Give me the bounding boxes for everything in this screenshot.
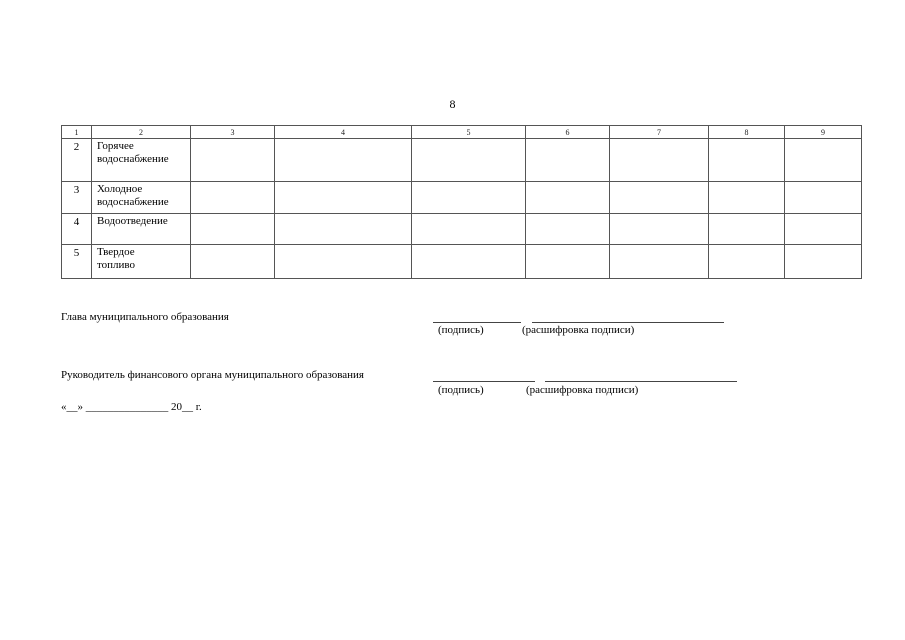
row-name-cell bbox=[92, 139, 191, 182]
head-signature-line bbox=[433, 322, 521, 323]
table-cell bbox=[709, 214, 785, 245]
column-header: 7 bbox=[610, 126, 709, 139]
column-header: 9 bbox=[785, 126, 862, 139]
table-cell bbox=[709, 245, 785, 279]
table-row bbox=[62, 245, 862, 279]
table-row bbox=[62, 214, 862, 245]
row-name-line: Горячее bbox=[97, 140, 134, 152]
row-name-cell bbox=[92, 245, 191, 279]
table-cell bbox=[610, 182, 709, 214]
table-cell bbox=[275, 182, 412, 214]
table-cell bbox=[526, 139, 610, 182]
table-cell bbox=[191, 245, 275, 279]
column-header: 8 bbox=[709, 126, 785, 139]
row-name-line: топливо bbox=[97, 259, 136, 271]
row-name-line: Холодное bbox=[97, 183, 143, 195]
table-cell bbox=[275, 139, 412, 182]
row-name-line: Твердое bbox=[97, 246, 135, 258]
finance-title: Руководитель финансового органа муниципального образования bbox=[61, 369, 364, 381]
finance-decode-line bbox=[545, 381, 737, 382]
row-name-line: водоснабжение bbox=[97, 153, 169, 165]
table-cell bbox=[412, 214, 526, 245]
table-cell bbox=[610, 214, 709, 245]
table-cell bbox=[526, 182, 610, 214]
table-cell bbox=[191, 214, 275, 245]
finance-sign-caption: (подпись) bbox=[438, 384, 484, 396]
date-line: «__» _______________ 20__ г. bbox=[61, 401, 202, 413]
row-number: 5 bbox=[62, 245, 92, 279]
table-cell bbox=[526, 245, 610, 279]
table-header-row bbox=[62, 126, 862, 139]
table-cell bbox=[785, 245, 862, 279]
table-cell bbox=[785, 214, 862, 245]
page-number: 8 bbox=[449, 97, 456, 111]
table-row bbox=[62, 139, 862, 182]
head-decode-line bbox=[532, 322, 724, 323]
row-number: 2 bbox=[62, 139, 92, 182]
row-name-cell bbox=[92, 214, 191, 245]
table-cell bbox=[709, 182, 785, 214]
column-header: 2 bbox=[92, 126, 191, 139]
table-cell bbox=[412, 245, 526, 279]
table-cell bbox=[412, 139, 526, 182]
table-cell bbox=[191, 139, 275, 182]
row-name-line: Водоотведение bbox=[97, 215, 168, 227]
table-cell bbox=[610, 139, 709, 182]
table-cell bbox=[275, 214, 412, 245]
head-decode-caption: (расшифровка подписи) bbox=[522, 324, 635, 336]
table-cell bbox=[412, 182, 526, 214]
column-header: 5 bbox=[412, 126, 526, 139]
column-header: 4 bbox=[275, 126, 412, 139]
table-cell bbox=[709, 139, 785, 182]
table-cell bbox=[191, 182, 275, 214]
table-cell bbox=[275, 245, 412, 279]
row-name-line: водоснабжение bbox=[97, 196, 169, 208]
column-header: 1 bbox=[62, 126, 92, 139]
row-number: 3 bbox=[62, 182, 92, 214]
head-title: Глава муниципального образования bbox=[61, 311, 229, 323]
column-header: 3 bbox=[191, 126, 275, 139]
table-cell bbox=[526, 214, 610, 245]
table-cell bbox=[785, 182, 862, 214]
head-sign-caption: (подпись) bbox=[438, 324, 484, 336]
finance-signature-line bbox=[433, 381, 535, 382]
column-header: 6 bbox=[526, 126, 610, 139]
row-name-cell bbox=[92, 182, 191, 214]
table-row bbox=[62, 182, 862, 214]
finance-decode-caption: (расшифровка подписи) bbox=[526, 384, 639, 396]
table-cell bbox=[610, 245, 709, 279]
table-cell bbox=[785, 139, 862, 182]
report-table bbox=[61, 125, 862, 279]
row-number: 4 bbox=[62, 214, 92, 245]
